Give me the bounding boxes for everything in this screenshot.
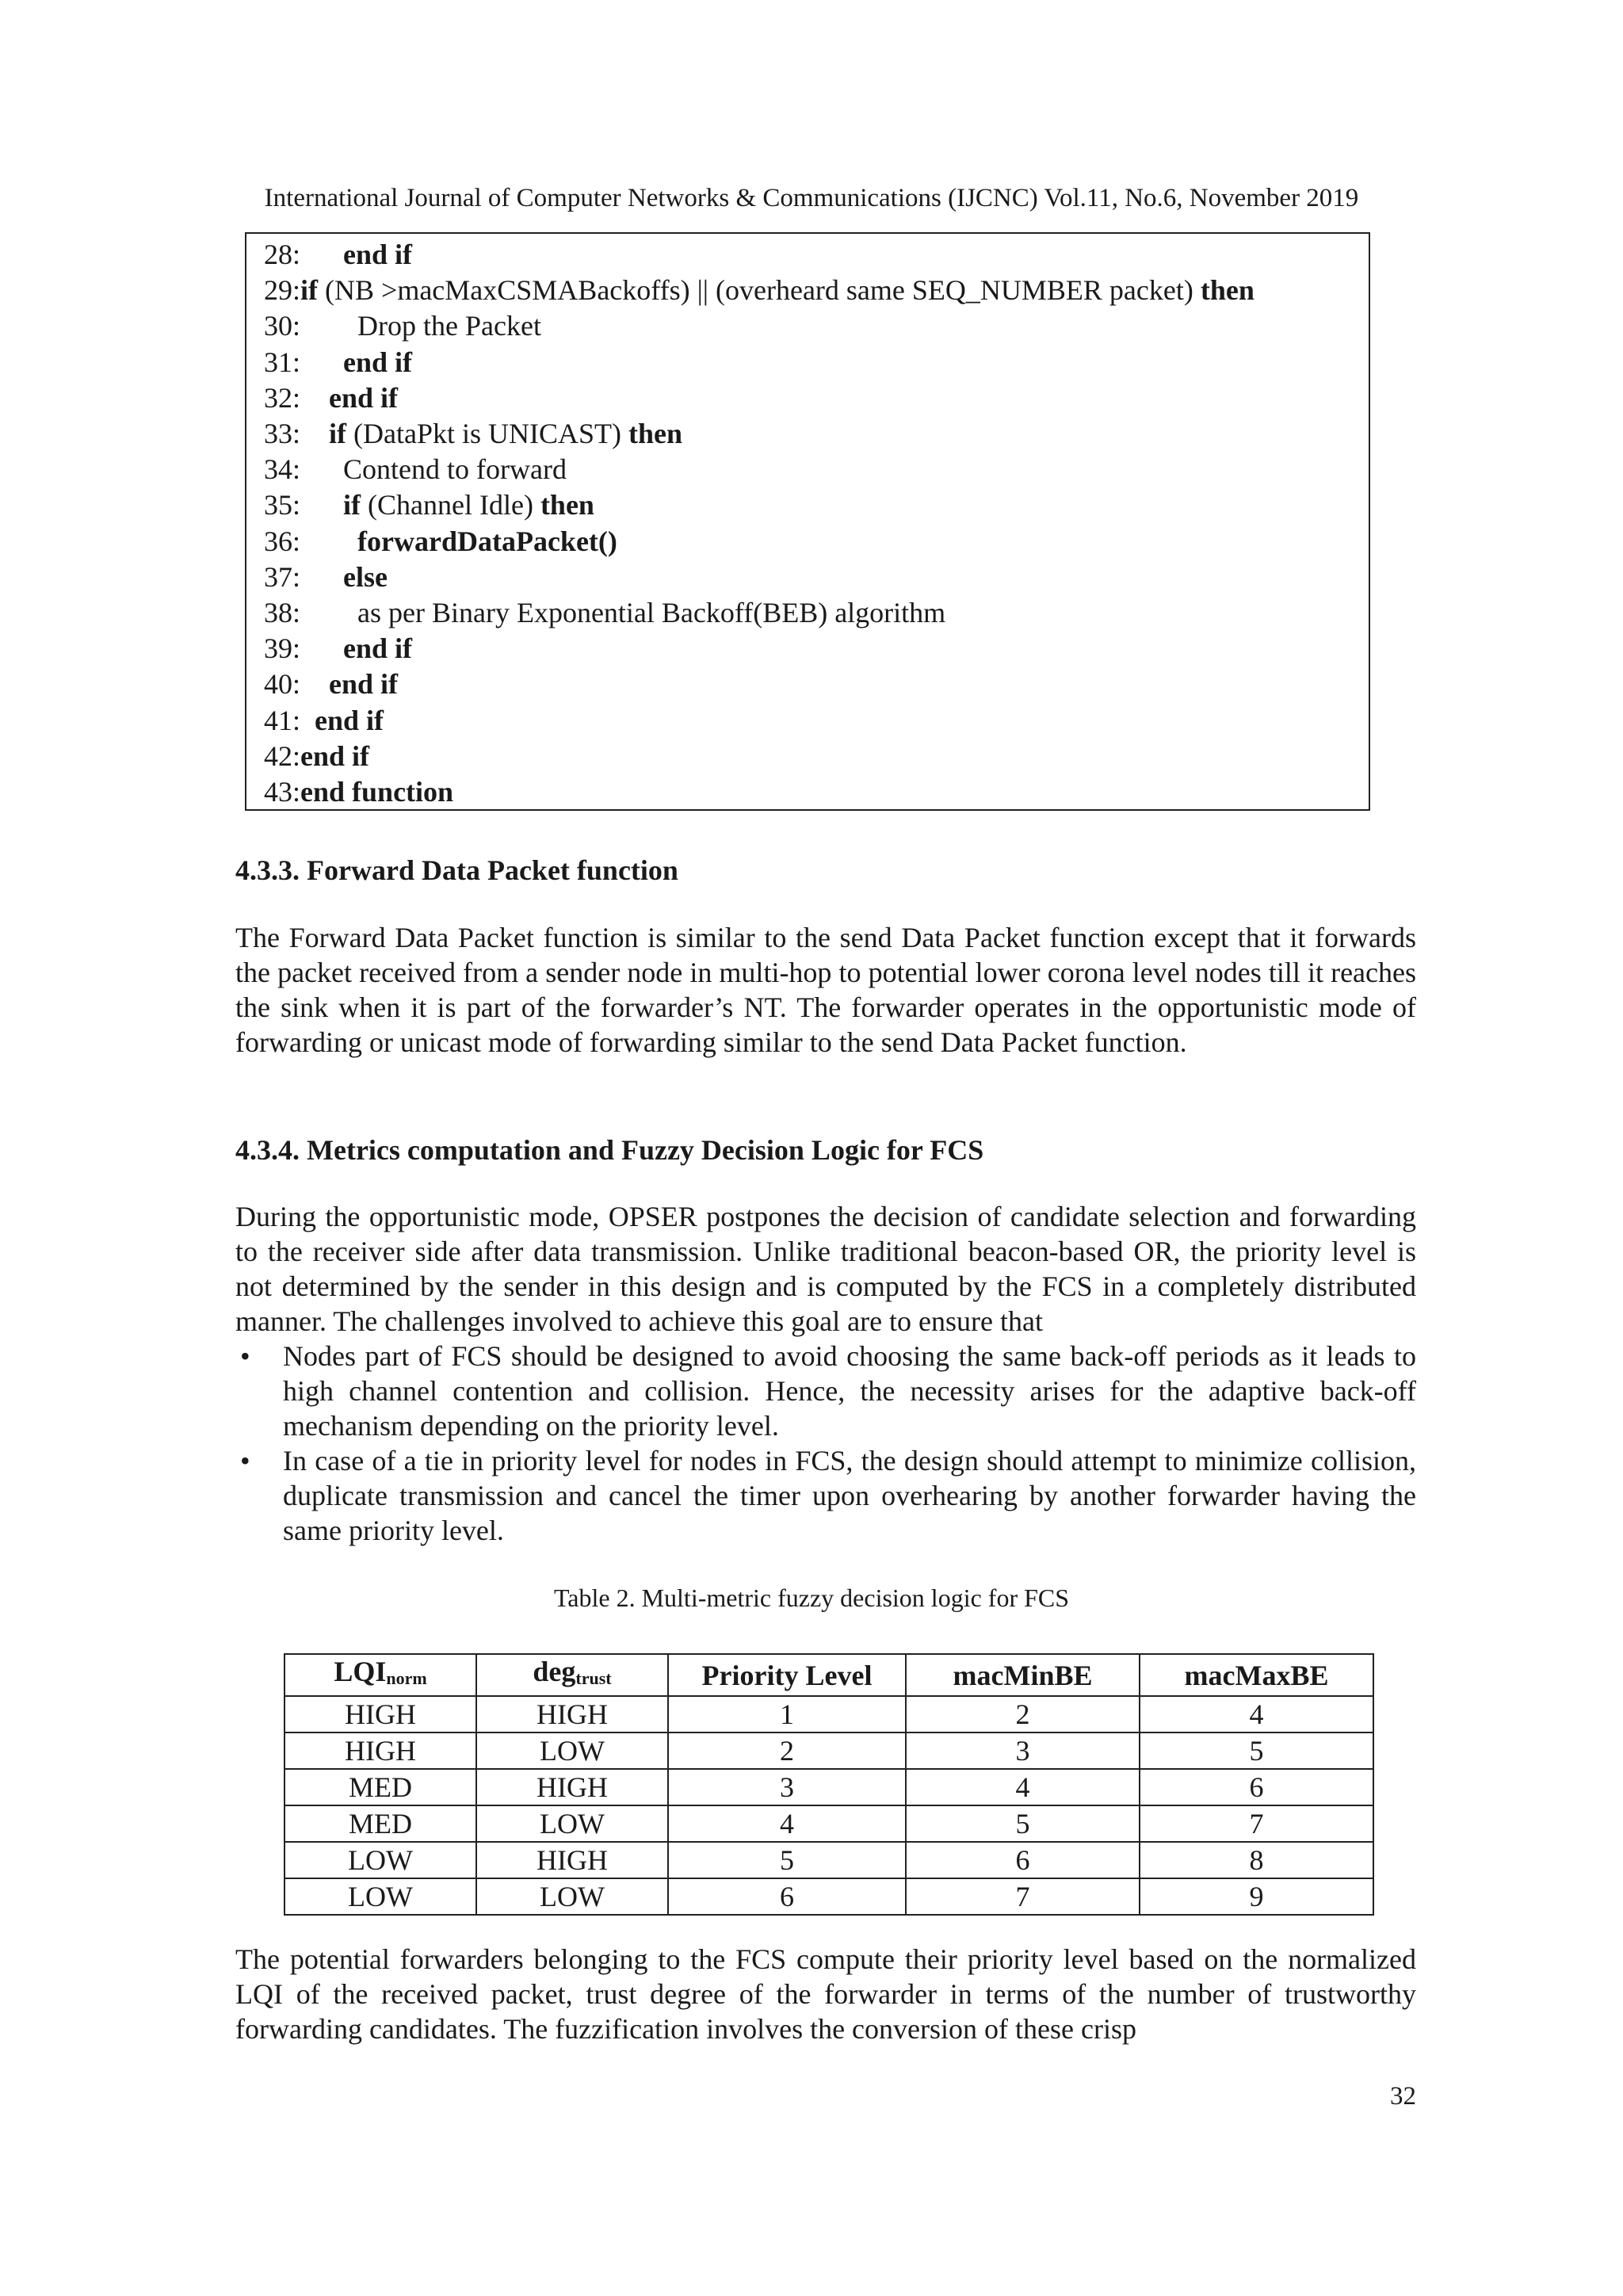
table-cell: MED	[285, 1805, 476, 1842]
line-number: 34:	[264, 453, 301, 486]
table-body	[285, 1696, 1373, 1915]
section-433-paragraph	[235, 920, 1416, 1060]
line-number: 28:	[264, 239, 301, 270]
code-line	[264, 487, 594, 522]
code-text	[300, 239, 343, 270]
code-keyword: end if	[329, 381, 399, 414]
table-header-cell: deg$_{trust}$	[476, 1654, 668, 1696]
code-text	[300, 418, 329, 449]
line-number: 30:	[264, 310, 301, 342]
code-line	[264, 524, 617, 559]
table-cell: LOW	[476, 1878, 668, 1915]
code-keyword: end if	[343, 239, 413, 270]
line-number: 35:	[264, 489, 301, 521]
code-keyword: then	[628, 418, 683, 449]
table-caption: Table 2. Multi-metric fuzzy decision logic for FCS	[553, 1584, 1070, 1612]
code-line	[264, 560, 388, 594]
code-keyword: end if	[300, 739, 370, 772]
line-number: 43:	[264, 776, 301, 808]
paragraph-text: The Forward Data Packet function is similar to the send Data Packet function except that it forwards the packet received from a sender node in multi-hop to potential lower corona level nodes till it reaches the sink when it is part of the forwarder’s NT. The forwarder operates in the opportunistic mode of forwarding or unicast mode of forwarding similar to the send Data Packet function.	[235, 922, 1416, 1058]
section-heading-434: 4.3.4. Metrics computation and Fuzzy Decision Logic for FCS	[235, 1134, 984, 1166]
code-line	[264, 595, 945, 630]
paragraph-text: The potential forwarders belonging to the FCS compute their priority level based on the normalized LQI of the received packet, trust degree of the forwarder in terms of the number of trustworthy forwarding candidates. The fuzzification involves the conversion of these crisp	[235, 1943, 1416, 2045]
code-line	[264, 380, 398, 415]
code-line	[264, 345, 412, 380]
line-number: 38:	[264, 597, 301, 628]
bullet-icon: •	[240, 1445, 250, 1477]
table-header-cell: Priority Level	[668, 1654, 906, 1696]
closing-paragraph	[235, 1942, 1416, 2046]
code-text	[300, 668, 329, 700]
table-row	[285, 1733, 1373, 1769]
table-cell: 2	[906, 1696, 1140, 1733]
table-cell: LOW	[285, 1878, 476, 1915]
code-text	[300, 705, 315, 736]
page-number: 32	[1390, 2082, 1416, 2111]
table-cell: 3	[906, 1733, 1140, 1769]
paragraph-text: During the opportunistic mode, OPSER postpones the decision of candidate selection and forwarding to the receiver side after data transmission. Unlike traditional beacon-based OR, the priority level is not determined by the sender in this design and is computed by the FCS in a completely distributed manner. The challenges involved to achieve this goal are to ensure that	[235, 1201, 1416, 1337]
code-text: (DataPkt is UNICAST)	[346, 418, 628, 449]
line-number: 31:	[264, 346, 301, 378]
code-keyword: end function	[300, 776, 454, 808]
line-number: 32:	[264, 381, 301, 414]
table-row	[285, 1696, 1373, 1733]
code-text	[300, 382, 329, 414]
table-cell: 6	[906, 1842, 1140, 1878]
code-line	[264, 739, 369, 774]
code-text	[300, 525, 357, 557]
table-cell: 4	[1140, 1696, 1373, 1733]
code-line	[264, 667, 398, 701]
line-number: 33:	[264, 418, 301, 449]
line-number: 42:	[264, 739, 301, 772]
table-cell: 2	[668, 1733, 906, 1769]
bullet-text: In case of a tie in priority level for nodes in FCS, the design should attempt to minimize collision, duplicate transmission and cancel the timer upon overhearing by another forwarder having the same priority level.	[283, 1445, 1416, 1546]
bullet-text: Nodes part of FCS should be designed to avoid choosing the same back-off periods as it leads to high channel contention and collision. Hence, the necessity arises for the adaptive back-off mechanism depending on the priority level.	[283, 1340, 1416, 1442]
table-cell: LOW	[476, 1733, 668, 1769]
table-row	[285, 1805, 1373, 1842]
table-header-cell: macMaxBE	[1140, 1654, 1373, 1696]
code-line	[264, 452, 567, 487]
table-cell: 7	[1140, 1805, 1373, 1842]
table-cell: LOW	[476, 1805, 668, 1842]
table-cell: 8	[1140, 1842, 1373, 1878]
code-keyword: if	[343, 489, 361, 521]
fuzzy-decision-table	[284, 1653, 1374, 1916]
code-text	[300, 489, 343, 521]
pseudocode-box	[245, 232, 1370, 811]
table-cell: 6	[668, 1878, 906, 1915]
running-header: International Journal of Computer Networks & Communications (IJCNC) Vol.11, No.6, November 2019	[264, 184, 1359, 212]
table-cell: 1	[668, 1696, 906, 1733]
table-row	[285, 1878, 1373, 1915]
code-text	[300, 346, 343, 378]
code-keyword: end if	[315, 704, 384, 736]
code-keyword: end if	[343, 346, 413, 378]
code-text: as per Binary Exponential Backoff(BEB) algorithm	[300, 597, 946, 628]
table-cell: 4	[906, 1769, 1140, 1805]
table-cell: HIGH	[476, 1769, 668, 1805]
code-line	[264, 631, 412, 666]
code-keyword: end if	[343, 632, 413, 665]
table-cell: 7	[906, 1878, 1140, 1915]
table-row	[285, 1842, 1373, 1878]
line-number: 29:	[264, 274, 301, 307]
bullet-icon: •	[240, 1340, 250, 1372]
table-cell: HIGH	[285, 1696, 476, 1733]
code-keyword: else	[343, 560, 388, 593]
code-keyword: then	[540, 489, 594, 521]
table-header-row	[285, 1654, 1373, 1696]
code-text: Drop the Packet	[300, 310, 541, 342]
code-line	[264, 774, 453, 809]
table-cell: HIGH	[285, 1733, 476, 1769]
table-cell: 5	[906, 1805, 1140, 1842]
table-cell: HIGH	[476, 1696, 668, 1733]
code-line	[264, 237, 412, 272]
code-text	[300, 561, 343, 593]
table-cell: 9	[1140, 1878, 1373, 1915]
code-text	[300, 632, 343, 664]
table-cell: MED	[285, 1769, 476, 1805]
section-434-paragraph	[235, 1199, 1416, 1339]
line-number: 40:	[264, 668, 301, 701]
line-number: 36:	[264, 525, 301, 557]
code-keyword: if	[300, 274, 319, 307]
code-line	[264, 703, 384, 738]
table-cell: LOW	[285, 1842, 476, 1878]
line-number: 41:	[264, 704, 301, 736]
table-row	[285, 1769, 1373, 1805]
table-cell: HIGH	[476, 1842, 668, 1878]
table-header-cell: macMinBE	[906, 1654, 1140, 1696]
code-keyword: forwardDataPacket()	[357, 525, 617, 557]
code-text: (NB >macMaxCSMABackoffs) || (overheard same SEQ_NUMBER packet)	[318, 274, 1201, 307]
table-header-cell: $LQI_{norm}$	[285, 1654, 476, 1696]
table-cell: 4	[668, 1805, 906, 1842]
code-keyword: end if	[329, 668, 399, 701]
code-keyword: if	[329, 418, 347, 449]
line-number: 37:	[264, 560, 301, 593]
code-line	[264, 308, 541, 343]
code-text: Contend to forward	[300, 453, 567, 486]
table-cell: 5	[1140, 1733, 1373, 1769]
table-cell: 5	[668, 1842, 906, 1878]
code-text: (Channel Idle)	[361, 489, 540, 521]
table-cell: 6	[1140, 1769, 1373, 1805]
code-keyword: then	[1200, 274, 1254, 307]
code-line	[264, 416, 682, 451]
table-cell: 3	[668, 1769, 906, 1805]
code-line	[264, 273, 1254, 308]
line-number: 39:	[264, 632, 301, 665]
section-heading-433: 4.3.3. Forward Data Packet function	[235, 854, 678, 886]
